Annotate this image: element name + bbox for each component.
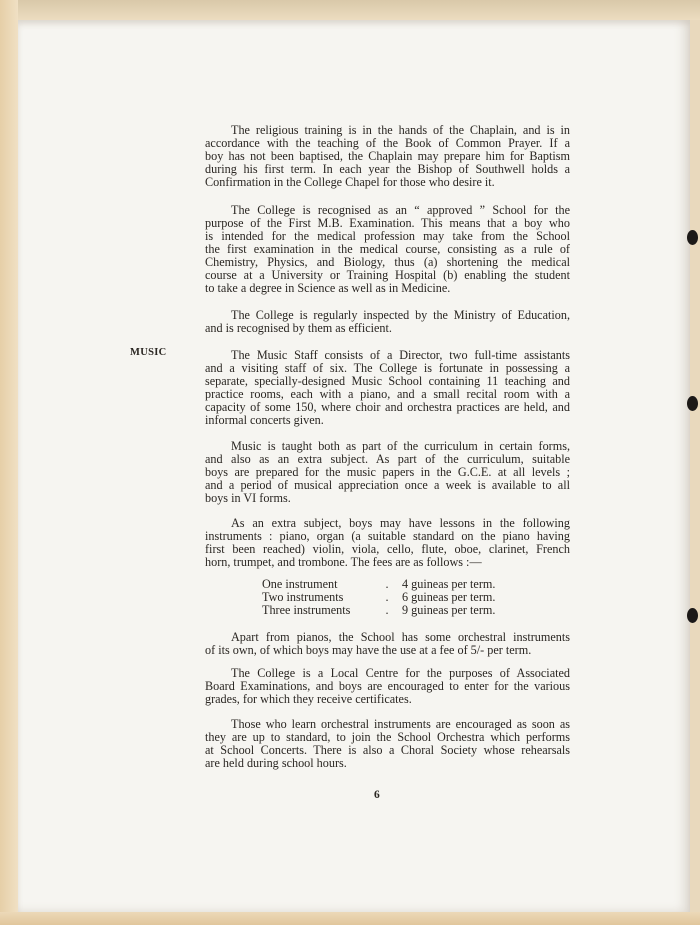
text-line: Apart from pianos, the School has some orchestral instruments: [231, 630, 570, 644]
fee-separator: .: [385, 589, 389, 604]
text-line: As an extra subject, boys may have lessons in the following: [231, 516, 570, 530]
text-line: grades, for which they receive certificates.: [205, 692, 412, 706]
fee-instrument: One instrument: [262, 577, 338, 591]
binding-hole: [687, 230, 698, 245]
text-line: The College is regularly inspected by the Ministry of Education,: [231, 308, 570, 322]
text-line: course at a University or Training Hospital (b) enabling the student: [205, 268, 570, 282]
text-line: The religious training is in the hands of the Chaplain, and is in: [231, 123, 570, 137]
text-line: and a period of musical appreciation once a week is available to all: [205, 478, 570, 492]
fee-price: 6 guineas per term.: [402, 589, 496, 604]
paragraph-music-staff: [205, 349, 570, 427]
text-line: horn, trumpet, and trombone. The fees are as follows :—: [205, 555, 482, 569]
paragraph-curriculum: [205, 440, 570, 505]
text-line: practice rooms, each with a piano, and a small recital room with a: [205, 387, 570, 401]
text-line: boy has not been baptised, the Chaplain may prepare him for Baptism: [205, 149, 570, 163]
paragraph-pianos: [205, 631, 570, 657]
text-line: The College is a Local Centre for the purposes of Associated: [231, 666, 570, 680]
fee-separator: .: [385, 577, 389, 591]
text-line: separate, specially-designed Music School containing 11 teaching and: [205, 374, 570, 388]
paper-left-edge: [0, 0, 18, 925]
paragraph-recognised: [205, 204, 570, 295]
text-line: boys are prepared for the music papers in the G.C.E. at all levels ;: [205, 465, 570, 479]
fee-instrument: Three instruments: [262, 602, 351, 617]
text-line: boys in VI forms.: [205, 491, 291, 505]
text-line: Board Examinations, and boys are encouraged to enter for the various: [205, 679, 570, 693]
fee-price: 9 guineas per term.: [402, 602, 496, 617]
text-line: capacity of some 150, where choir and orchestra practices are held, and: [205, 400, 570, 414]
text-line: purpose of the First M.B. Examination. This means that a boy who: [205, 216, 570, 230]
fee-row: [262, 604, 522, 617]
text-line: and also as an extra subject. As part of the curriculum, suitable: [205, 452, 570, 466]
text-line: Music is taught both as part of the curriculum in certain forms,: [231, 439, 570, 453]
text-line: first been reached) violin, viola, cello, flute, oboe, clarinet, French: [205, 542, 570, 556]
text-line: The College is recognised as an “ approved ” School for the: [231, 203, 570, 217]
paragraph-orchestra: [205, 718, 570, 770]
binding-hole: [687, 396, 698, 411]
fee-price: 4 guineas per term.: [402, 577, 496, 591]
text-line: is intended for the medical profession may take from the School: [205, 229, 570, 243]
fee-row: [262, 578, 522, 591]
text-line: of its own, of which boys may have the use at a fee of 5/- per term.: [205, 643, 532, 657]
paper-bottom-edge: [0, 912, 700, 925]
paragraph-extra-subject: [205, 517, 570, 569]
text-line: Those who learn orchestral instruments are encouraged as soon as: [231, 717, 570, 731]
fees-table: [262, 578, 522, 616]
text-line: the first examination in the medical course, consisting as a rule of: [205, 242, 570, 256]
binding-hole: [687, 608, 698, 623]
text-line: Confirmation in the College Chapel for those who desire it.: [205, 175, 495, 189]
text-line: to take a degree in Science as well as in Medicine.: [205, 281, 451, 295]
paragraph-religious: [205, 124, 570, 189]
page-number: 6: [374, 789, 380, 801]
text-line: Chemistry, Physics, and Biology, thus (a) shortening the medical: [205, 255, 570, 269]
fee-row: [262, 591, 522, 604]
text-line: and a visiting staff of six. The College is fortunate in possessing a: [205, 361, 570, 375]
paper-top-edge: [0, 0, 700, 20]
text-line: and is recognised by them as efficient.: [205, 321, 392, 335]
text-line: accordance with the teaching of the Book of Common Prayer. If a: [205, 136, 570, 150]
text-line: at School Concerts. There is also a Choral Society whose rehearsals: [205, 743, 570, 757]
paragraph-inspected: [205, 309, 570, 335]
text-line: informal concerts given.: [205, 413, 324, 427]
text-line: instruments : piano, organ (a suitable standard on the piano having: [205, 529, 570, 543]
fee-separator: .: [385, 602, 389, 617]
text-line: during his first term. In each year the Bishop of Southwell holds a: [205, 162, 570, 176]
section-heading-music: MUSIC: [130, 347, 167, 358]
text-line: are held during school hours.: [205, 756, 347, 770]
paragraph-local-centre: [205, 667, 570, 706]
fee-instrument: Two instruments: [262, 589, 344, 604]
text-line: The Music Staff consists of a Director, two full-time assistants: [231, 348, 570, 362]
text-line: they are up to standard, to join the School Orchestra which performs: [205, 730, 570, 744]
